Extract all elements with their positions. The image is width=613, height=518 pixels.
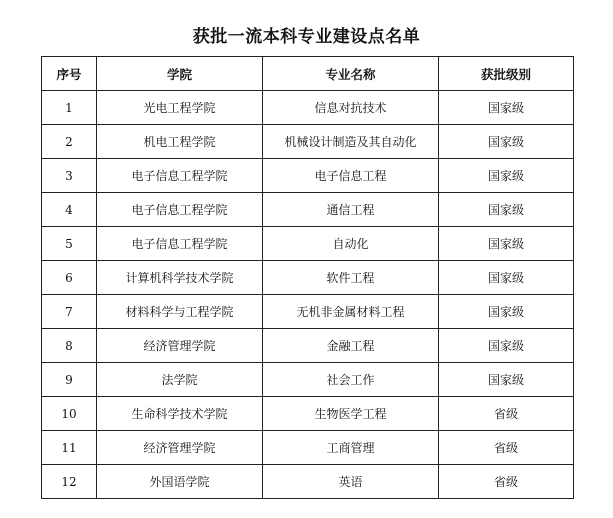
cell-no: 6 <box>42 261 97 295</box>
cell-major: 金融工程 <box>263 329 439 363</box>
cell-major: 机械设计制造及其自动化 <box>263 125 439 159</box>
cell-major: 生物医学工程 <box>263 397 439 431</box>
cell-no: 2 <box>42 125 97 159</box>
cell-major: 电子信息工程 <box>263 159 439 193</box>
document-title: 获批一流本科专业建设点名单 <box>192 27 421 47</box>
cell-level: 国家级 <box>439 261 574 295</box>
header-college: 学院 <box>97 57 263 91</box>
cell-level: 国家级 <box>439 193 574 227</box>
cell-college: 电子信息工程学院 <box>97 159 263 193</box>
cell-college: 材料科学与工程学院 <box>97 295 263 329</box>
header-row <box>42 57 574 91</box>
table-row <box>42 159 574 193</box>
table-row <box>42 193 574 227</box>
cell-college: 经济管理学院 <box>97 329 263 363</box>
table-body <box>42 91 574 499</box>
table-row <box>42 91 574 125</box>
cell-level: 省级 <box>439 397 574 431</box>
cell-college: 经济管理学院 <box>97 431 263 465</box>
cell-level: 国家级 <box>439 227 574 261</box>
cell-college: 电子信息工程学院 <box>97 193 263 227</box>
cell-major: 无机非金属材料工程 <box>263 295 439 329</box>
cell-major: 工商管理 <box>263 431 439 465</box>
cell-major: 英语 <box>263 465 439 499</box>
cell-level: 省级 <box>439 465 574 499</box>
table-row <box>42 363 574 397</box>
cell-no: 7 <box>42 295 97 329</box>
program-list-table <box>41 56 574 499</box>
header-level: 获批级别 <box>439 57 574 91</box>
header-no: 序号 <box>42 57 97 91</box>
cell-no: 3 <box>42 159 97 193</box>
table-row <box>42 295 574 329</box>
cell-college: 计算机科学技术学院 <box>97 261 263 295</box>
table-row <box>42 397 574 431</box>
cell-no: 4 <box>42 193 97 227</box>
cell-level: 省级 <box>439 431 574 465</box>
cell-level: 国家级 <box>439 329 574 363</box>
table-row <box>42 431 574 465</box>
cell-major: 通信工程 <box>263 193 439 227</box>
cell-level: 国家级 <box>439 125 574 159</box>
table-row <box>42 261 574 295</box>
cell-college: 电子信息工程学院 <box>97 227 263 261</box>
cell-no: 5 <box>42 227 97 261</box>
cell-college: 生命科学技术学院 <box>97 397 263 431</box>
header-major: 专业名称 <box>263 57 439 91</box>
cell-no: 12 <box>42 465 97 499</box>
cell-no: 1 <box>42 91 97 125</box>
cell-major: 软件工程 <box>263 261 439 295</box>
cell-college: 光电工程学院 <box>97 91 263 125</box>
cell-no: 10 <box>42 397 97 431</box>
table-row <box>42 125 574 159</box>
cell-level: 国家级 <box>439 295 574 329</box>
cell-no: 8 <box>42 329 97 363</box>
cell-college: 外国语学院 <box>97 465 263 499</box>
table-row <box>42 465 574 499</box>
cell-major: 信息对抗技术 <box>263 91 439 125</box>
cell-no: 11 <box>42 431 97 465</box>
table-header <box>42 57 574 91</box>
cell-no: 9 <box>42 363 97 397</box>
cell-level: 国家级 <box>439 91 574 125</box>
table-row <box>42 227 574 261</box>
cell-college: 机电工程学院 <box>97 125 263 159</box>
cell-college: 法学院 <box>97 363 263 397</box>
cell-major: 社会工作 <box>263 363 439 397</box>
table-row <box>42 329 574 363</box>
cell-level: 国家级 <box>439 159 574 193</box>
cell-level: 国家级 <box>439 363 574 397</box>
cell-major: 自动化 <box>263 227 439 261</box>
